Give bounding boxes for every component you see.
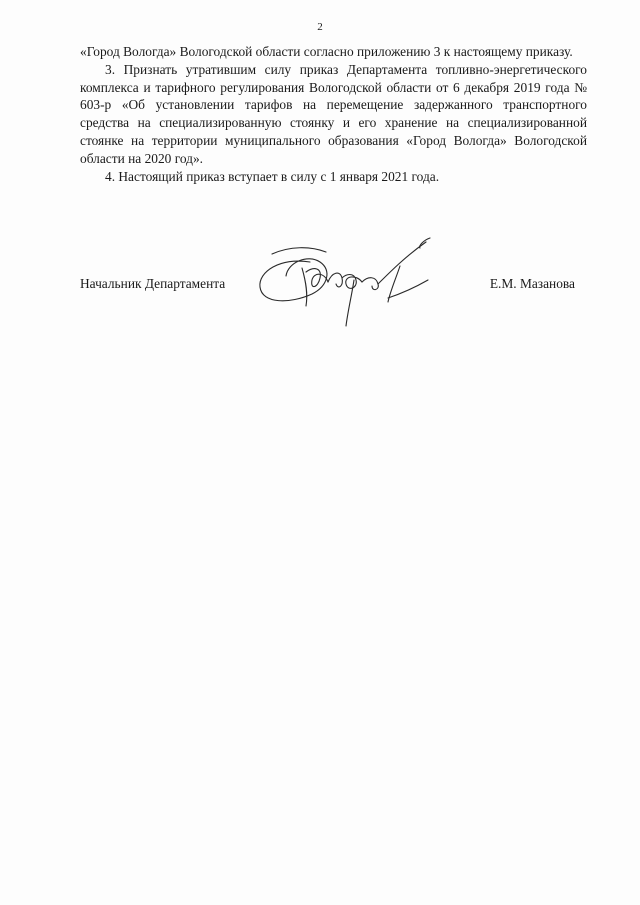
paragraph-continuation: «Город Вологда» Вологодской области согласно приложению 3 к настоящему приказу. bbox=[80, 44, 573, 59]
document-body bbox=[80, 43, 587, 185]
signatory-position: Начальник Департамента bbox=[80, 276, 226, 291]
handwritten-signature bbox=[250, 232, 450, 340]
paragraph-item-3: 3. Признать утратившим силу приказ Департамента топливно-энергетического комплекса и тарифного регулирования Вологодской области от 6 декабря 2019 года № 603-р «Об установлении тарифов на перемещение задержанного транспортного средства на специализированную стоянку и его хранение на специализированной стоянке на территории муниципального образования «Город Вологда» Вологодской области на 2020 год». bbox=[80, 61, 587, 166]
paragraph-item-4: 4. Настоящий приказ вступает в силу с 1 января 2021 года. bbox=[105, 168, 440, 184]
page-number: 2 bbox=[317, 21, 323, 33]
signatory-name: Е.М. Мазанова bbox=[489, 276, 575, 291]
